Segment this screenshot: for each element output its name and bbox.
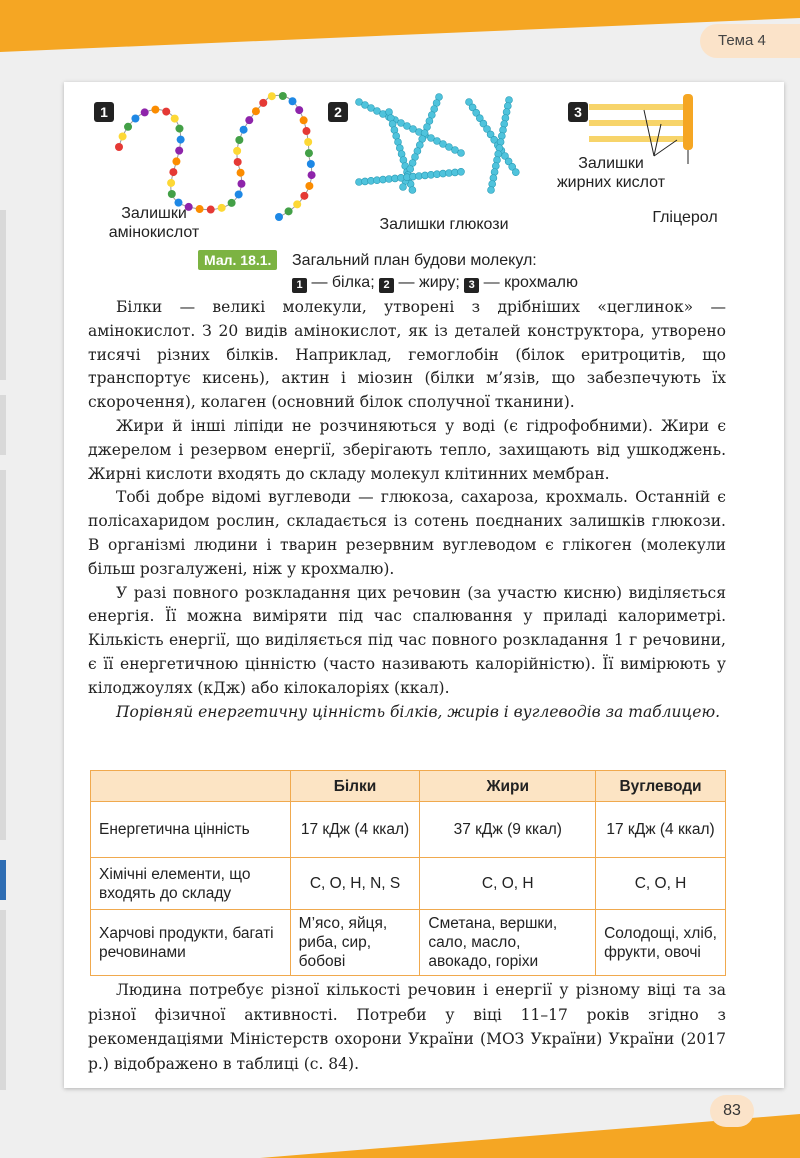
- top-orange-stripe: [0, 0, 800, 60]
- cell-carbs: 17 кДж (4 ккал): [596, 802, 726, 858]
- table-header-proteins: Білки: [290, 771, 420, 802]
- figure-caption: Загальний план будови молекул: 1 — білка; 2 — жиру; 3 — крохмалю: [292, 252, 578, 291]
- table-row: [91, 910, 726, 976]
- figure-caption-tag: Мал. 18.1.: [198, 250, 277, 270]
- cell-proteins: 17 кДж (4 ккал): [290, 802, 420, 858]
- row-label: Харчові продукти, багаті речовинами: [91, 910, 291, 976]
- row-label: Хімічні елементи, що входять до складу: [91, 858, 291, 910]
- figure-panel-1-number: 1: [94, 102, 114, 122]
- table-header-empty: [91, 771, 291, 802]
- energy-table: [90, 770, 726, 976]
- figure-panel-2-number: 2: [328, 102, 348, 122]
- table-row: [91, 858, 726, 910]
- cell-fats: Сметана, вершки, сало, масло, авокадо, горіхи: [420, 910, 596, 976]
- paragraph-proteins: Білки — великі молекули, утворені з дрібніших «цеглинок» — амінокислот. З 20 видів амінокислот, як із деталей конструктора, утворено тисячі різних білків. Наприклад, гемоглобін (білок еритроцитів, що транспортує кисень), актин і міозин (білки м’язів, що забезпечують їх скорочення), колаген (основний білок сполучної тканини).: [88, 298, 726, 412]
- closing-text: [88, 978, 726, 1076]
- paragraph-carbs: Тобі добре відомі вуглеводи — глюкоза, сахароза, крохмаль. Останній є полісахаридом рослин, складається із сотень поєднаних залишків глюкози. В організмі людини і тварин резервним вуглеводом є глікоген (молекули більш розгалужені, ніж у крохмалю).: [88, 488, 726, 578]
- table-header-row: [91, 771, 726, 802]
- figure-panel-3-number: 3: [568, 102, 588, 122]
- paragraph-energy: У разі повного розкладання цих речовин (за участю кисню) виділяється енергія. Її можна виміряти під час спалювання у приладі калориметрі. Кількість енергії, що виділяється під час повного розкладання 1 г речовини, є її енергетичною цінністю (часто називають калорійністю). Її вимірюють у кілоджоулях (кДж) або кілокалоріях (ккал).: [88, 583, 726, 697]
- cell-fats: 37 кДж (9 ккал): [420, 802, 596, 858]
- main-text: [88, 296, 726, 724]
- cell-carbs: Солодощі, хліб, фрукти, овочі: [596, 910, 726, 976]
- paragraph-needs: Людина потребує різної кількості речовин і енергії у різному віці та за різної фізичної активності. Потреби у віці 11–17 років згідно з рекомендаціями Міністерств охорони України (МОЗ України) України (2017 р.) відображено в таблиці (с. 84).: [88, 981, 726, 1073]
- glycerol-label: Гліцерол: [652, 209, 718, 226]
- cell-proteins: C, O, H, N, S: [290, 858, 420, 910]
- cell-fats: C, O, H: [420, 858, 596, 910]
- fatty-acid-label: Залишки жирних кислот: [556, 155, 666, 191]
- row-label: Енергетична цінність: [91, 802, 291, 858]
- cell-proteins: М’ясо, яйця, риба, сир, бобові: [290, 910, 420, 976]
- bottom-orange-stripe: [0, 1110, 800, 1158]
- starch-chain-illustration: [349, 92, 549, 212]
- amino-acid-label: Залишки амінокислот: [108, 205, 200, 241]
- task-text: Порівняй енергетичну цінність білків, жирів і вуглеводів за таблицею.: [116, 702, 721, 721]
- page-number: 83: [710, 1095, 754, 1127]
- cell-carbs: C, O, H: [596, 858, 726, 910]
- glucose-label: Залишки глюкози: [379, 216, 509, 233]
- table-row: [91, 802, 726, 858]
- table-header-fats: Жири: [420, 771, 596, 802]
- paragraph-fats: Жири й інші ліпіди не розчиняються у воді (є гідрофобними). Жири є джерелом і резервом енергії, зберігають тепло, захищають від ушкоджень. Жирні кислоти входять до складу молекул клітинних мембран.: [88, 416, 726, 483]
- table-header-carbs: Вуглеводи: [596, 771, 726, 802]
- topic-tab: Тема 4: [700, 24, 800, 58]
